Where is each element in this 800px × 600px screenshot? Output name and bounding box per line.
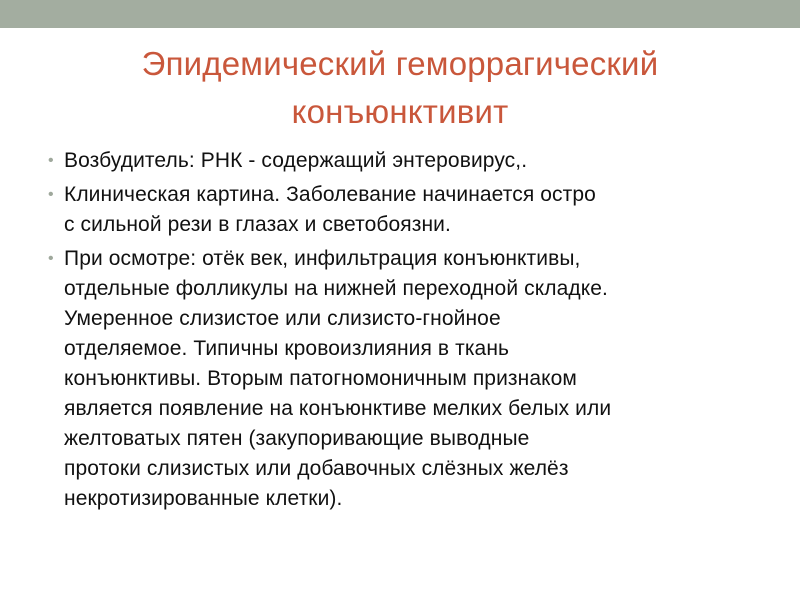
slide-title [40,40,760,136]
bullet-dot-icon: • [48,152,54,169]
bullet-text [64,244,774,514]
text-line: При осмотре: отёк век, инфильтрация конъюнктивы, [64,247,581,270]
text-line: Клиническая картина. Заболевание начинается остро [64,183,596,206]
text-line: отдельные фолликулы на нижней переходной складке. [64,277,608,300]
text-line: конъюнктивы. Вторым патогномоничным признаком [64,367,577,390]
bullet-text [64,180,774,240]
text-line: некротизированные клетки). [64,487,343,510]
bullet-item-examination [44,244,774,514]
bullet-text [64,146,774,176]
bullet-item-pathogen [44,146,774,176]
top-band [0,0,800,28]
text-line: протоки слизистых или добавочных слёзных желёз [64,457,569,480]
title-line-1: Эпидемический геморрагический [141,45,659,82]
text-line: желтоватых пятен (закупоривающие выводные [64,427,530,450]
bullet-dot-icon: • [48,250,54,267]
text-line: отделяемое. Типичны кровоизлияния в ткань [64,337,510,360]
bullet-dot-icon: • [48,186,54,203]
title-line-2: конъюнктивит [291,93,509,130]
text-line: Умеренное слизистое или слизисто-гнойное [64,307,501,330]
bullet-item-clinical-picture [44,180,774,240]
bullet-list [44,146,774,518]
text-line: является появление на конъюнктиве мелких белых или [64,397,612,420]
text-line: с сильной рези в глазах и светобоязни. [64,213,451,236]
text-line: Возбудитель: РНК - содержащий энтеровирус,. [64,149,528,172]
